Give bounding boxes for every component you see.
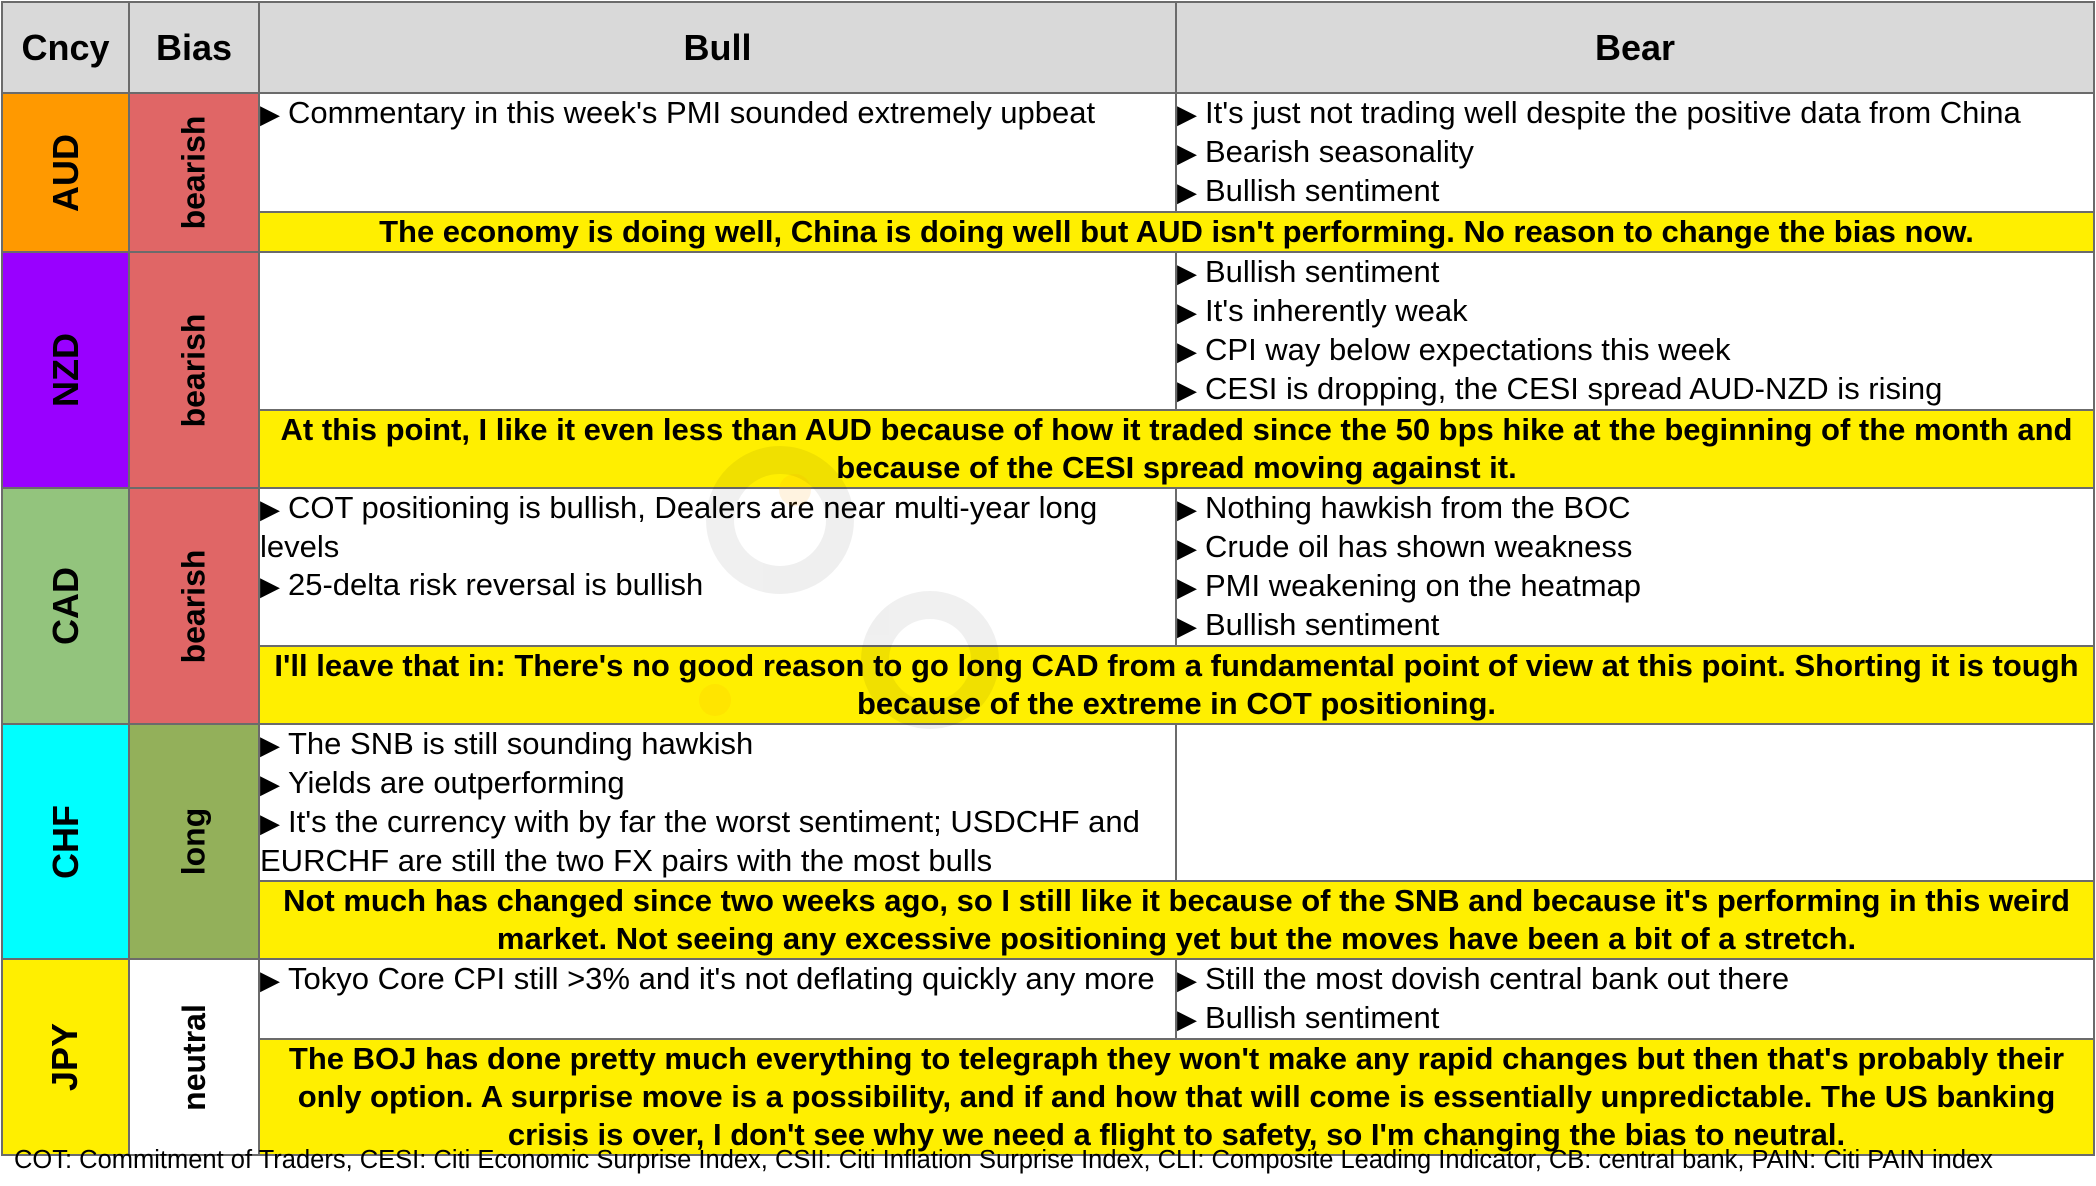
bullet-arrow-icon: ▶ [1177,572,1197,602]
bear-point-text: Crude oil has shown weakness [1205,529,1633,564]
bear-point [1177,94,2093,133]
bias-cell [129,488,259,724]
bull-points-cell [259,488,1176,646]
bear-point [1177,960,2093,999]
summary-cell: I'll leave that in: There's no good reason to go long CAD from a fundamental point of view at this point. Shorting it is tough because of the extreme in COT positioning. [259,646,2094,724]
bear-point [1177,528,2093,567]
bear-point-text: Bullish sentiment [1205,607,1440,642]
bias-table [1,1,2095,1156]
currency-row-jpy [2,959,2094,1039]
summary-row-nzd [2,410,2094,488]
currency-row-aud [2,93,2094,212]
bull-points-cell [259,93,1176,212]
bullet-arrow-icon: ▶ [260,808,280,838]
bull-points-cell [259,724,1176,881]
bias-label: neutral [175,1003,212,1111]
bullet-arrow-icon: ▶ [1177,494,1197,524]
header-bear: Bear [1176,2,2094,93]
bear-points-cell [1176,724,2094,881]
bear-points-cell [1176,93,2094,212]
bear-point-text: CESI is dropping, the CESI spread AUD-NZD is rising [1205,371,1943,406]
header-row [2,2,2094,93]
bull-point-text: 25-delta risk reversal is bullish [288,567,704,602]
currency-cell [2,488,129,724]
bear-point [1177,292,2093,331]
bear-point-text: Bullish sentiment [1205,173,1440,208]
currency-row-cad [2,488,2094,646]
bear-point [1177,133,2093,172]
bear-point-text: Bullish sentiment [1205,1000,1440,1035]
bear-point-text: Still the most dovish central bank out there [1205,961,1790,996]
currency-rows [2,93,2094,1155]
currency-row-nzd [2,252,2094,410]
bull-point [260,725,1175,764]
bull-point [260,764,1175,803]
bullet-arrow-icon: ▶ [1177,375,1197,405]
header-bias: Bias [129,2,259,93]
summary-row-jpy [2,1039,2094,1155]
bias-label: bearish [175,313,212,427]
bull-point-text: COT positioning is bullish, Dealers are near multi-year long levels [260,490,1098,564]
bull-point [260,489,1175,566]
bullet-arrow-icon: ▶ [1177,965,1197,995]
currency-cell [2,252,129,488]
bullet-arrow-icon: ▶ [1177,99,1197,129]
summary-cell: The economy is doing well, China is doing well but AUD isn't performing. No reason to change the bias now. [259,212,2094,252]
bear-point [1177,489,2093,528]
bear-point-text: Bearish seasonality [1205,134,1474,169]
bullet-arrow-icon: ▶ [1177,1004,1197,1034]
summary-cell: The BOJ has done pretty much everything to telegraph they won't make any rapid changes but then that's probably their only option. A surprise move is a possibility, and if and how that will come is essentially unpredictable. The US banking crisis is over, I don't see why we need a flight to safety, so I'm changing the bias to neutral. [259,1039,2094,1155]
bias-cell [129,724,259,959]
bear-point-text: CPI way below expectations this week [1205,332,1731,367]
bias-label: long [175,807,212,876]
bear-point [1177,567,2093,606]
bullet-arrow-icon: ▶ [1177,138,1197,168]
bear-points-cell [1176,959,2094,1039]
currency-cell [2,724,129,959]
bullet-arrow-icon: ▶ [1177,258,1197,288]
bias-cell [129,252,259,488]
bullet-arrow-icon: ▶ [260,571,280,601]
summary-cell: At this point, I like it even less than AUD because of how it traded since the 50 bps hike at the beginning of the month and because of the CESI spread moving against it. [259,410,2094,488]
bullet-arrow-icon: ▶ [260,99,280,129]
footer-glossary: COT: Commitment of Traders, CESI: Citi Economic Surprise Index, CSII: Citi Inflation Surprise Index, CLI: Composite Leading Indicator, CB: central bank, PAIN: Citi PAIN index [14,1146,1993,1174]
bear-points-cell [1176,252,2094,410]
bull-point [260,960,1175,999]
bear-point [1177,253,2093,292]
bull-points-cell [259,252,1176,410]
bear-point [1177,999,2093,1038]
bull-point [260,566,1175,605]
bullet-arrow-icon: ▶ [260,494,280,524]
bullet-arrow-icon: ▶ [1177,533,1197,563]
bull-point-text: Commentary in this week's PMI sounded extremely upbeat [288,95,1096,130]
bull-point-text: Yields are outperforming [288,765,625,800]
bullet-arrow-icon: ▶ [1177,297,1197,327]
currency-cell [2,959,129,1155]
bias-label: bearish [175,549,212,663]
currency-label: JPY [44,1022,86,1092]
bullet-arrow-icon: ▶ [260,769,280,799]
currency-row-chf [2,724,2094,881]
bear-point [1177,331,2093,370]
bear-point [1177,172,2093,211]
bull-point-text: The SNB is still sounding hawkish [288,726,754,761]
bullet-arrow-icon: ▶ [1177,177,1197,207]
currency-label: CAD [44,567,86,645]
bull-point-text: It's the currency with by far the worst sentiment; USDCHF and EURCHF are still the two FX pairs with the most bulls [260,804,1140,878]
bull-points-cell [259,959,1176,1039]
bull-point [260,94,1175,133]
bullet-arrow-icon: ▶ [260,730,280,760]
bear-point-text: Nothing hawkish from the BOC [1205,490,1631,525]
currency-label: NZD [44,333,86,407]
currency-label: CHF [44,804,86,879]
bias-cell [129,959,259,1155]
bear-points-cell [1176,488,2094,646]
summary-row-chf [2,881,2094,959]
summary-cell: Not much has changed since two weeks ago, so I still like it because of the SNB and because it's performing in this weird market. Not seeing any excessive positioning yet but the moves have been a bit of a stretch. [259,881,2094,959]
bull-point-text: Tokyo Core CPI still >3% and it's not deflating quickly any more [288,961,1155,996]
summary-row-aud [2,212,2094,252]
header-bull: Bull [259,2,1176,93]
bias-cell [129,93,259,252]
bear-point [1177,606,2093,645]
bear-point-text: It's just not trading well despite the positive data from China [1205,95,2021,130]
currency-cell [2,93,129,252]
bull-point [260,803,1175,880]
bullet-arrow-icon: ▶ [260,965,280,995]
bullet-arrow-icon: ▶ [1177,336,1197,366]
bear-point-text: It's inherently weak [1205,293,1468,328]
bias-label: bearish [175,115,212,230]
currency-label: AUD [44,133,86,212]
summary-row-cad [2,646,2094,724]
bear-point-text: Bullish sentiment [1205,254,1440,289]
bear-point [1177,370,2093,409]
bullet-arrow-icon: ▶ [1177,611,1197,641]
header-cncy: Cncy [2,2,129,93]
bear-point-text: PMI weakening on the heatmap [1205,568,1641,603]
